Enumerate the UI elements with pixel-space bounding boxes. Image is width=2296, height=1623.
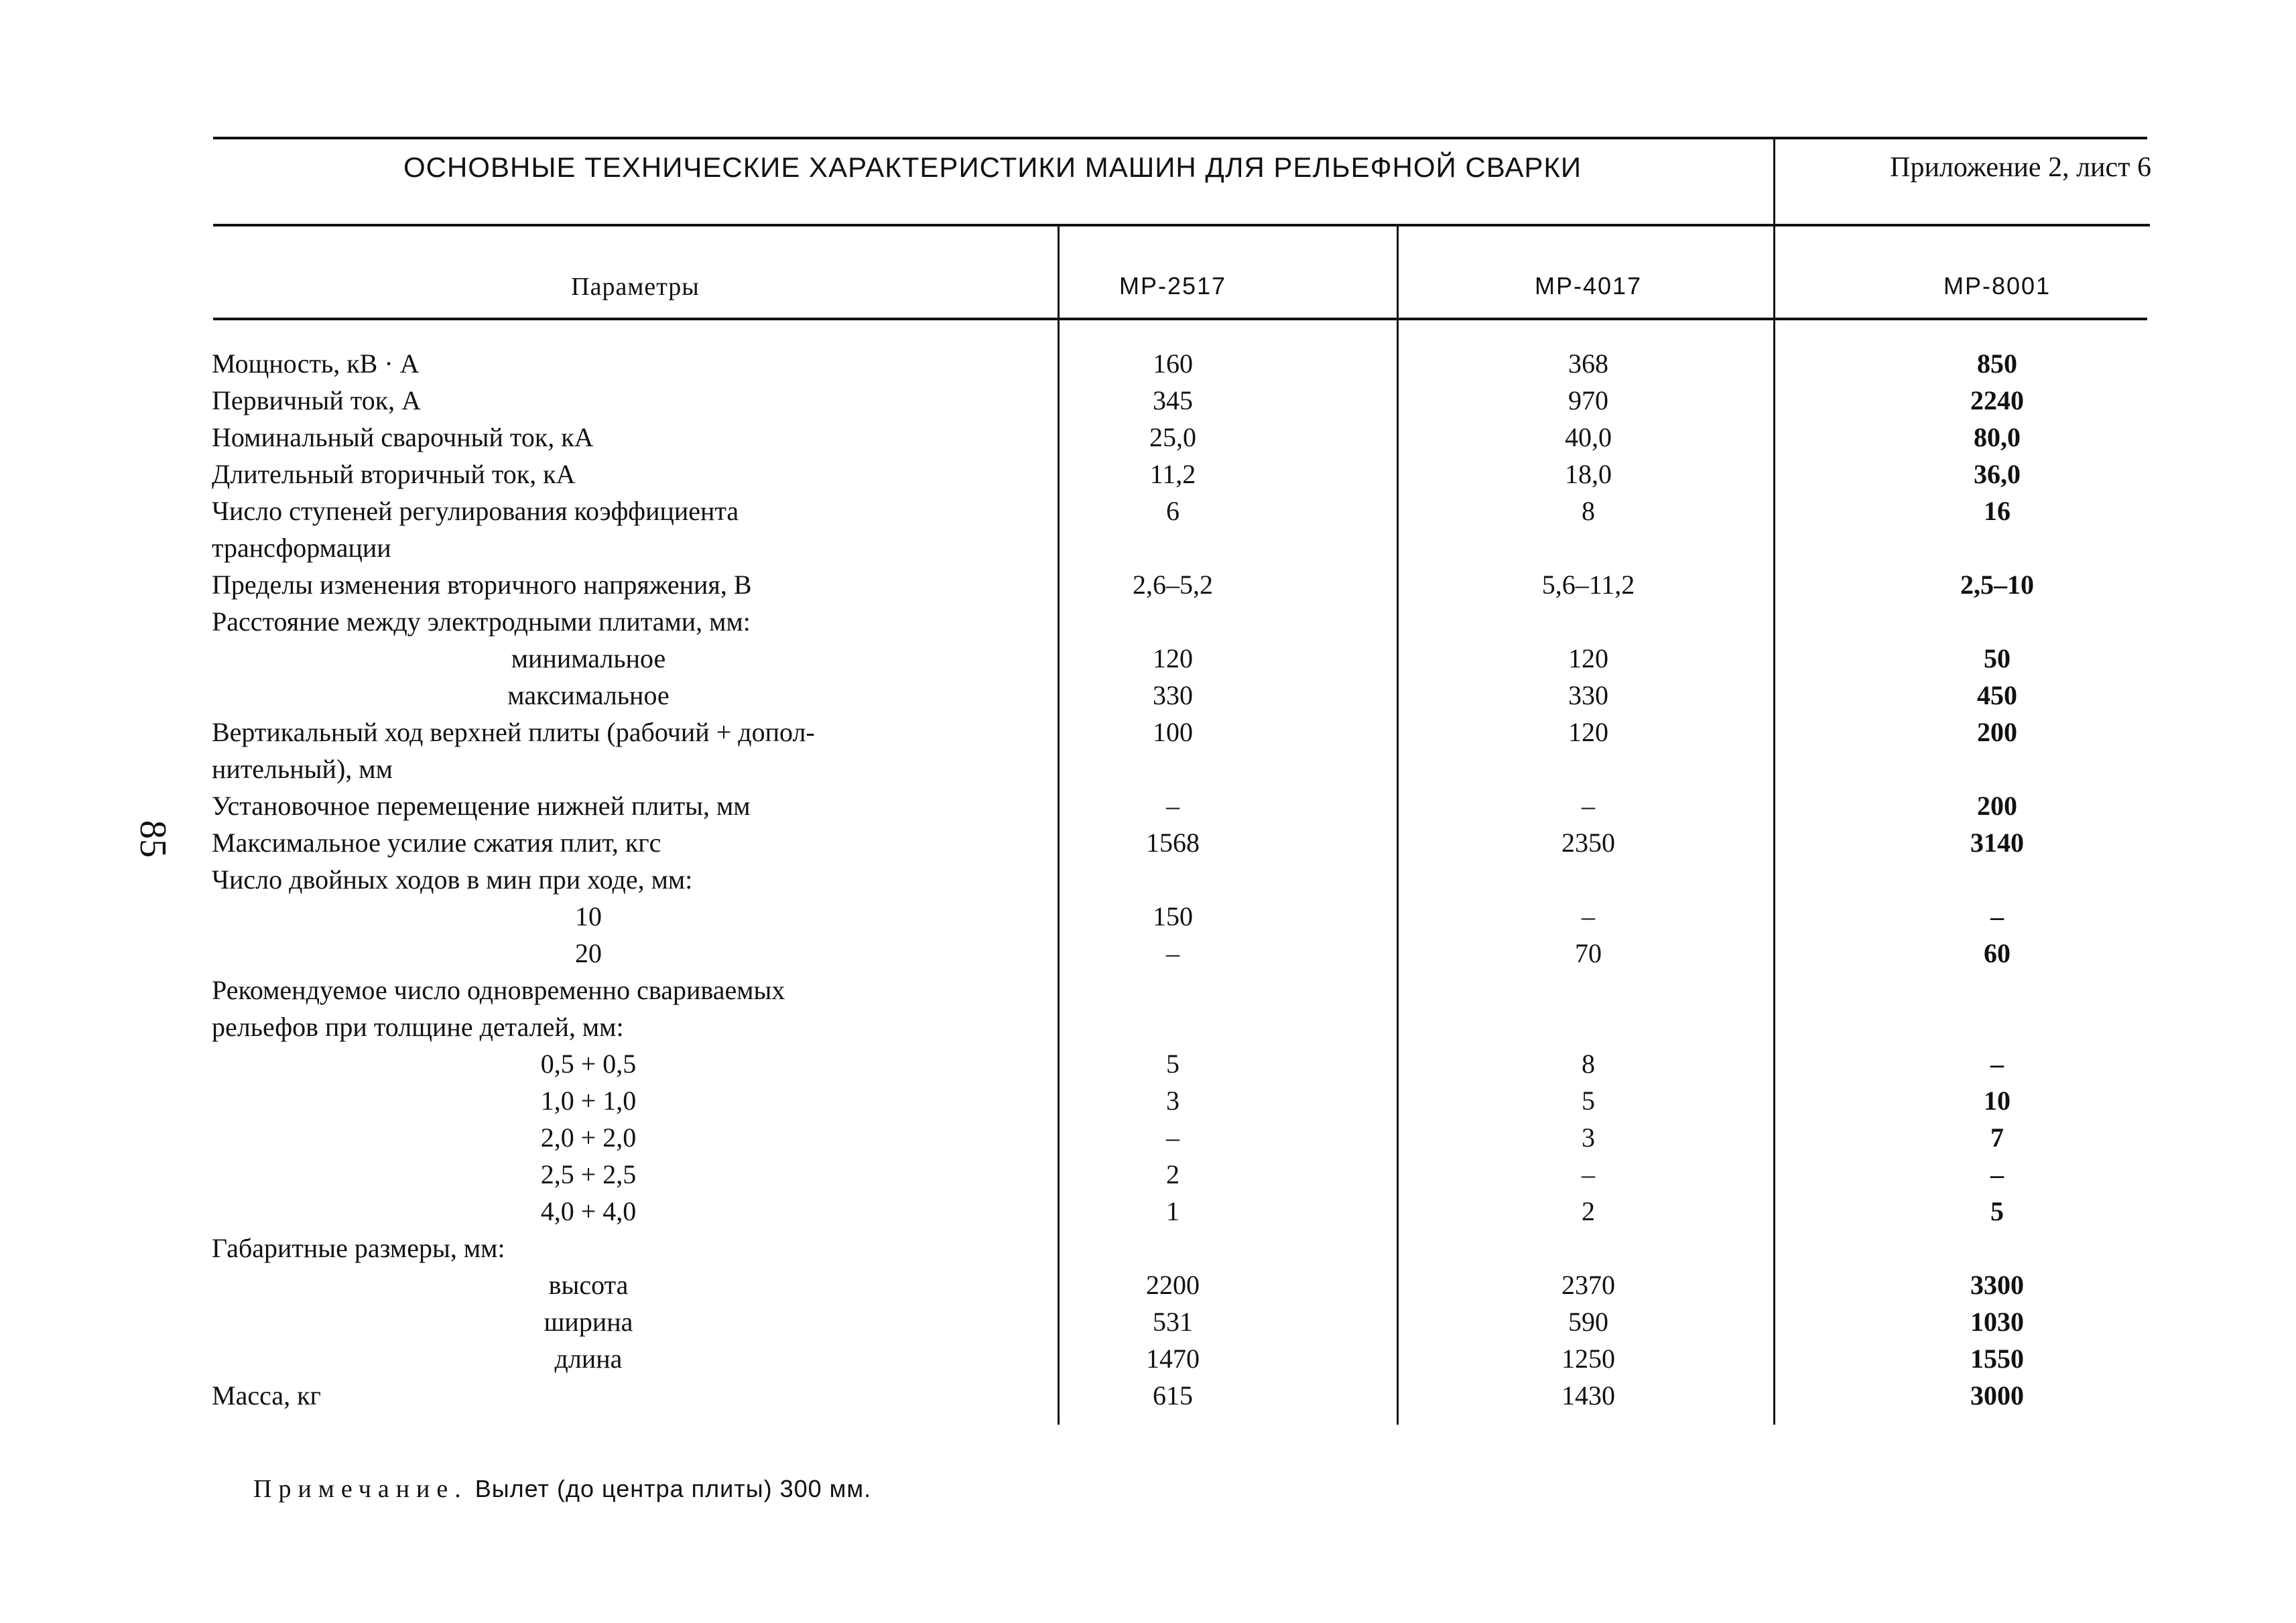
value-mr2517-cell: 531 — [1153, 1307, 1193, 1337]
value-mr4017-cell: 2350 — [1561, 828, 1615, 858]
parameter-cell: Пределы изменения вторичного напряжения, В — [212, 570, 752, 600]
table-row — [0, 1340, 2296, 1378]
parameter-cell: 2,0 + 2,0 — [540, 1122, 637, 1153]
value-mr2517-cell: 1568 — [1146, 828, 1200, 858]
value-mr8001-cell: 10 — [1984, 1086, 2011, 1116]
value-mr4017-cell: – — [1582, 791, 1595, 821]
value-mr2517-cell: 345 — [1153, 385, 1193, 415]
value-mr8001-cell: 16 — [1984, 496, 2011, 526]
value-mr4017-cell: 18,0 — [1565, 459, 1612, 489]
parameter-cell: 20 — [575, 938, 602, 968]
value-mr4017-cell: 70 — [1575, 938, 1602, 968]
value-mr8001-cell: 2,5–10 — [1960, 570, 2034, 600]
parameter-cell: рельефов при толщине деталей, мм: — [212, 1012, 624, 1042]
parameter-cell: Габаритные размеры, мм: — [212, 1233, 505, 1263]
table-row — [0, 382, 2296, 419]
value-mr2517-cell: 615 — [1153, 1380, 1193, 1411]
table-row — [0, 751, 2296, 788]
value-mr4017-cell: – — [1582, 1159, 1595, 1189]
table-row — [0, 419, 2296, 456]
value-mr2517-cell: 1470 — [1146, 1344, 1200, 1374]
footnote-text: Вылет (до центра плиты) 300 мм. — [467, 1475, 872, 1502]
table-row — [0, 824, 2296, 862]
value-mr2517-cell: 160 — [1153, 348, 1193, 379]
value-mr4017-cell: – — [1582, 901, 1595, 931]
parameter-cell: Первичный ток, А — [212, 385, 422, 415]
parameter-cell: высота — [548, 1270, 629, 1300]
parameter-cell: Рекомендуемое число одновременно свариваемых — [212, 975, 785, 1005]
table-row — [0, 493, 2296, 530]
value-mr2517-cell: 2 — [1166, 1159, 1179, 1189]
value-mr2517-cell: – — [1166, 791, 1179, 821]
value-mr8001-cell: – — [1990, 1159, 2004, 1189]
parameter-cell: Число двойных ходов в мин при ходе, мм: — [212, 864, 693, 895]
title-bottom-rule — [213, 224, 2150, 226]
parameter-cell: Длительный вторичный ток, кА — [212, 459, 576, 489]
value-mr4017-cell: 970 — [1568, 385, 1608, 415]
value-mr8001-cell: 200 — [1977, 791, 2017, 821]
value-mr2517-cell: 2,6–5,2 — [1133, 570, 1213, 600]
parameter-cell: нительный), мм — [212, 754, 393, 784]
parameter-cell: Расстояние между электродными плитами, мм: — [212, 606, 751, 637]
table-row — [0, 1303, 2296, 1341]
value-mr8001-cell: 3140 — [1970, 828, 2024, 858]
value-mr4017-cell: 8 — [1582, 496, 1595, 526]
table-row — [0, 1045, 2296, 1083]
value-mr2517-cell: 25,0 — [1149, 422, 1196, 452]
table-row — [0, 640, 2296, 677]
parameter-cell: максимальное — [507, 680, 669, 710]
table-title: ОСНОВНЫЕ ТЕХНИЧЕСКИЕ ХАРАКТЕРИСТИКИ МАШИН ДЛЯ РЕЛЬЕФНОЙ СВАРКИ — [403, 151, 1582, 183]
table-row — [0, 898, 2296, 935]
parameter-cell: Вертикальный ход верхней плиты (рабочий + допол- — [212, 717, 815, 747]
parameter-cell: 10 — [575, 901, 602, 931]
table-row — [0, 1156, 2296, 1193]
table-row — [0, 1119, 2296, 1157]
parameter-cell: Число ступеней регулирования коэффициента — [212, 496, 739, 526]
table-row — [0, 529, 2296, 567]
column-header-mr8001: МР-8001 — [1943, 272, 2051, 300]
value-mr8001-cell: – — [1990, 901, 2004, 931]
value-mr8001-cell: 3300 — [1970, 1270, 2024, 1300]
header-divider — [1773, 137, 1775, 226]
value-mr8001-cell: 5 — [1990, 1196, 2004, 1226]
value-mr8001-cell: 200 — [1977, 717, 2017, 747]
footnote-label: Примечание. — [253, 1475, 468, 1503]
table-row — [0, 861, 2296, 899]
value-mr2517-cell: – — [1166, 938, 1179, 968]
parameter-cell: Мощность, кВ · А — [212, 348, 420, 379]
table-row — [0, 1230, 2296, 1267]
value-mr4017-cell: 330 — [1568, 680, 1608, 710]
value-mr2517-cell: 6 — [1166, 496, 1179, 526]
value-mr2517-cell: 150 — [1153, 901, 1193, 931]
value-mr8001-cell: 850 — [1977, 348, 2017, 379]
table-row — [0, 1193, 2296, 1230]
value-mr8001-cell: – — [1990, 1049, 2004, 1079]
value-mr4017-cell: 590 — [1568, 1307, 1608, 1337]
parameter-cell: 4,0 + 4,0 — [540, 1196, 637, 1226]
table-row — [0, 1082, 2296, 1120]
table-row — [0, 1377, 2296, 1415]
table-row — [0, 1009, 2296, 1046]
table-row — [0, 566, 2296, 604]
parameter-cell: 1,0 + 1,0 — [540, 1086, 637, 1116]
table-row — [0, 972, 2296, 1009]
table-row — [0, 456, 2296, 493]
value-mr2517-cell: 120 — [1153, 643, 1193, 673]
parameter-cell: Номинальный сварочный ток, кА — [212, 422, 594, 452]
value-mr8001-cell: 80,0 — [1974, 422, 2021, 452]
parameter-cell: трансформации — [212, 533, 391, 563]
value-mr2517-cell: 330 — [1153, 680, 1193, 710]
value-mr4017-cell: 368 — [1568, 348, 1608, 379]
parameter-cell: Масса, кг — [212, 1380, 321, 1411]
parameter-cell: Установочное перемещение нижней плиты, мм — [212, 791, 751, 821]
value-mr4017-cell: 5 — [1582, 1086, 1595, 1116]
table-row — [0, 603, 2296, 641]
table-row — [0, 714, 2296, 751]
value-mr8001-cell: 50 — [1984, 643, 2011, 673]
appendix-label: Приложение 2, лист 6 — [1890, 152, 2151, 183]
value-mr4017-cell: 120 — [1568, 643, 1608, 673]
value-mr2517-cell: 2200 — [1146, 1270, 1200, 1300]
value-mr4017-cell: 8 — [1582, 1049, 1595, 1079]
value-mr8001-cell: 36,0 — [1974, 459, 2021, 489]
value-mr4017-cell: 40,0 — [1565, 422, 1612, 452]
value-mr8001-cell: 7 — [1990, 1122, 2004, 1153]
value-mr2517-cell: 11,2 — [1149, 459, 1196, 489]
value-mr8001-cell: 450 — [1977, 680, 2017, 710]
value-mr2517-cell: 5 — [1166, 1049, 1179, 1079]
parameter-cell: длина — [554, 1344, 623, 1374]
table-row — [0, 1267, 2296, 1304]
value-mr2517-cell: – — [1166, 1122, 1179, 1153]
parameter-cell: Максимальное усилие сжатия плит, кгс — [212, 828, 661, 858]
value-mr4017-cell: 3 — [1582, 1122, 1595, 1153]
value-mr2517-cell: 100 — [1153, 717, 1193, 747]
value-mr2517-cell: 3 — [1166, 1086, 1179, 1116]
value-mr8001-cell: 60 — [1984, 938, 2011, 968]
table-row — [0, 787, 2296, 825]
column-header-mr4017: МР-4017 — [1534, 272, 1643, 300]
value-mr8001-cell: 1030 — [1970, 1307, 2024, 1337]
value-mr4017-cell: 5,6–11,2 — [1541, 570, 1635, 600]
value-mr2517-cell: 1 — [1166, 1196, 1179, 1226]
table-row — [0, 345, 2296, 383]
value-mr4017-cell: 1250 — [1561, 1344, 1615, 1374]
top-rule — [213, 137, 2147, 139]
table-row — [0, 935, 2296, 972]
parameter-cell: ширина — [544, 1307, 633, 1337]
value-mr4017-cell: 1430 — [1561, 1380, 1615, 1411]
value-mr4017-cell: 120 — [1568, 717, 1608, 747]
column-header-rule — [213, 318, 2147, 320]
value-mr4017-cell: 2370 — [1561, 1270, 1615, 1300]
footnote — [253, 1474, 871, 1504]
table-row — [0, 677, 2296, 714]
parameter-cell: минимальное — [511, 643, 666, 673]
column-header-parameters: Параметры — [571, 273, 700, 301]
value-mr4017-cell: 2 — [1582, 1196, 1595, 1226]
value-mr8001-cell: 2240 — [1970, 385, 2024, 415]
value-mr8001-cell: 3000 — [1970, 1380, 2024, 1411]
value-mr8001-cell: 1550 — [1970, 1344, 2024, 1374]
parameter-cell: 0,5 + 0,5 — [540, 1049, 637, 1079]
column-header-mr2517: МР-2517 — [1119, 272, 1227, 300]
page-number: 85 — [132, 820, 174, 858]
parameter-cell: 2,5 + 2,5 — [540, 1159, 637, 1189]
